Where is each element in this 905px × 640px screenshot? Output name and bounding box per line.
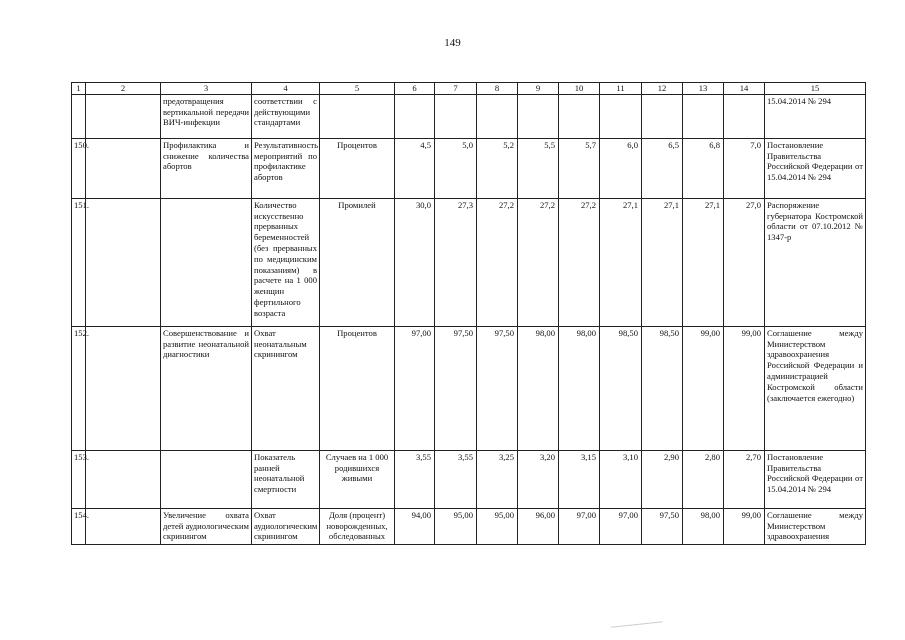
indicators-table	[71, 82, 866, 545]
column-header: 14	[724, 83, 765, 95]
table-row	[72, 94, 866, 138]
cell-program	[86, 508, 161, 544]
cell-value	[435, 94, 477, 138]
cell-value: 4,5	[395, 138, 435, 198]
table-row	[72, 450, 866, 508]
scan-artifact	[611, 621, 663, 633]
column-header: 4	[252, 83, 320, 95]
cell-value: 2,70	[724, 450, 765, 508]
cell-value: 99,00	[724, 508, 765, 544]
cell-value: 5,7	[559, 138, 600, 198]
cell-value: 97,50	[477, 326, 518, 450]
cell-value	[559, 94, 600, 138]
cell-basis: Соглашение между Министерством здравоохранения Российской Федерации и администрацией Костромской области (заключается ежегодно)	[765, 326, 866, 450]
cell-value: 3,15	[559, 450, 600, 508]
cell-value: 5,2	[477, 138, 518, 198]
cell-value	[724, 94, 765, 138]
cell-value: 6,0	[600, 138, 642, 198]
cell-value: 6,5	[642, 138, 683, 198]
cell-indicator: Количество искусственно прерванных беременностей (без прерванных по медицинским показаниям) в расчете на 1 000 женщин фертильного возраста	[252, 198, 320, 326]
cell-activity: Увеличение охвата детей аудиологическим скринингом	[161, 508, 252, 544]
row-number: 150.	[72, 138, 86, 198]
cell-value	[600, 94, 642, 138]
cell-value	[518, 94, 559, 138]
cell-value: 27,1	[683, 198, 724, 326]
cell-indicator: Показатель ранней неонатальной смертности	[252, 450, 320, 508]
cell-value: 27,0	[724, 198, 765, 326]
table-row	[72, 326, 866, 450]
cell-unit: Процентов	[320, 138, 395, 198]
cell-value: 99,00	[724, 326, 765, 450]
table-row	[72, 138, 866, 198]
row-number: 153.	[72, 450, 86, 508]
cell-basis: Соглашение между Министерством здравоохранения	[765, 508, 866, 544]
cell-value: 98,50	[600, 326, 642, 450]
cell-value: 30,0	[395, 198, 435, 326]
cell-value: 7,0	[724, 138, 765, 198]
table-row	[72, 198, 866, 326]
cell-value	[477, 94, 518, 138]
column-header: 11	[600, 83, 642, 95]
column-header: 8	[477, 83, 518, 95]
cell-value: 27,1	[642, 198, 683, 326]
cell-value: 3,10	[600, 450, 642, 508]
cell-activity	[161, 450, 252, 508]
column-header: 9	[518, 83, 559, 95]
cell-activity: Профилактика и снижение количества абортов	[161, 138, 252, 198]
cell-unit: Доля (процент) новорожденных, обследованных	[320, 508, 395, 544]
cell-value: 6,8	[683, 138, 724, 198]
cell-value: 5,0	[435, 138, 477, 198]
cell-indicator: Охват неонатальным скринингом	[252, 326, 320, 450]
cell-value: 99,00	[683, 326, 724, 450]
cell-value	[395, 94, 435, 138]
column-header: 5	[320, 83, 395, 95]
cell-unit: Случаев на 1 000 родившихся живыми	[320, 450, 395, 508]
header-row	[72, 83, 866, 95]
column-header: 1	[72, 83, 86, 95]
cell-value: 97,50	[642, 508, 683, 544]
cell-program	[86, 198, 161, 326]
cell-unit	[320, 94, 395, 138]
cell-value: 98,50	[642, 326, 683, 450]
cell-program	[86, 94, 161, 138]
cell-value: 97,00	[395, 326, 435, 450]
cell-value: 3,55	[395, 450, 435, 508]
cell-basis: Постановление Правительства Российской Федерации от 15.04.2014 № 294	[765, 450, 866, 508]
cell-value: 5,5	[518, 138, 559, 198]
column-header: 3	[161, 83, 252, 95]
column-header: 2	[86, 83, 161, 95]
cell-value: 97,00	[559, 508, 600, 544]
row-number: 154.	[72, 508, 86, 544]
cell-program	[86, 326, 161, 450]
cell-value: 27,2	[518, 198, 559, 326]
cell-basis: 15.04.2014 № 294	[765, 94, 866, 138]
cell-value: 98,00	[559, 326, 600, 450]
cell-value: 2,80	[683, 450, 724, 508]
cell-program	[86, 450, 161, 508]
cell-value: 97,00	[600, 508, 642, 544]
column-header: 12	[642, 83, 683, 95]
cell-indicator: соответствии с действующими стандартами	[252, 94, 320, 138]
cell-value: 3,25	[477, 450, 518, 508]
cell-value: 97,50	[435, 326, 477, 450]
cell-activity: предотвращения вертикальной передачи ВИЧ-инфекции	[161, 94, 252, 138]
cell-activity: Совершенствование и развитие неонатальной диагностики	[161, 326, 252, 450]
cell-value: 95,00	[435, 508, 477, 544]
column-header: 15	[765, 83, 866, 95]
cell-value: 27,2	[477, 198, 518, 326]
column-header: 13	[683, 83, 724, 95]
column-header: 10	[559, 83, 600, 95]
cell-value: 3,55	[435, 450, 477, 508]
cell-basis: Постановление Правительства Российской Федерации от 15.04.2014 № 294	[765, 138, 866, 198]
cell-basis: Распоряжение губернатора Костромской области от 07.10.2012 № 1347-р	[765, 198, 866, 326]
cell-indicator: Результативность мероприятий по профилактике абортов	[252, 138, 320, 198]
cell-value: 27,2	[559, 198, 600, 326]
row-number: 151.	[72, 198, 86, 326]
cell-value	[642, 94, 683, 138]
page-number: 149	[444, 37, 461, 49]
cell-value: 96,00	[518, 508, 559, 544]
cell-indicator: Охват аудиологическим скринингом	[252, 508, 320, 544]
table-row	[72, 508, 866, 544]
cell-value: 98,00	[683, 508, 724, 544]
row-number: 152.	[72, 326, 86, 450]
cell-activity	[161, 198, 252, 326]
cell-value	[683, 94, 724, 138]
column-header: 6	[395, 83, 435, 95]
cell-unit: Процентов	[320, 326, 395, 450]
row-number	[72, 94, 86, 138]
cell-value: 95,00	[477, 508, 518, 544]
column-header: 7	[435, 83, 477, 95]
cell-value: 2,90	[642, 450, 683, 508]
cell-value: 3,20	[518, 450, 559, 508]
cell-value: 27,3	[435, 198, 477, 326]
cell-program	[86, 138, 161, 198]
cell-value: 98,00	[518, 326, 559, 450]
cell-value: 27,1	[600, 198, 642, 326]
cell-unit: Промилей	[320, 198, 395, 326]
cell-value: 94,00	[395, 508, 435, 544]
